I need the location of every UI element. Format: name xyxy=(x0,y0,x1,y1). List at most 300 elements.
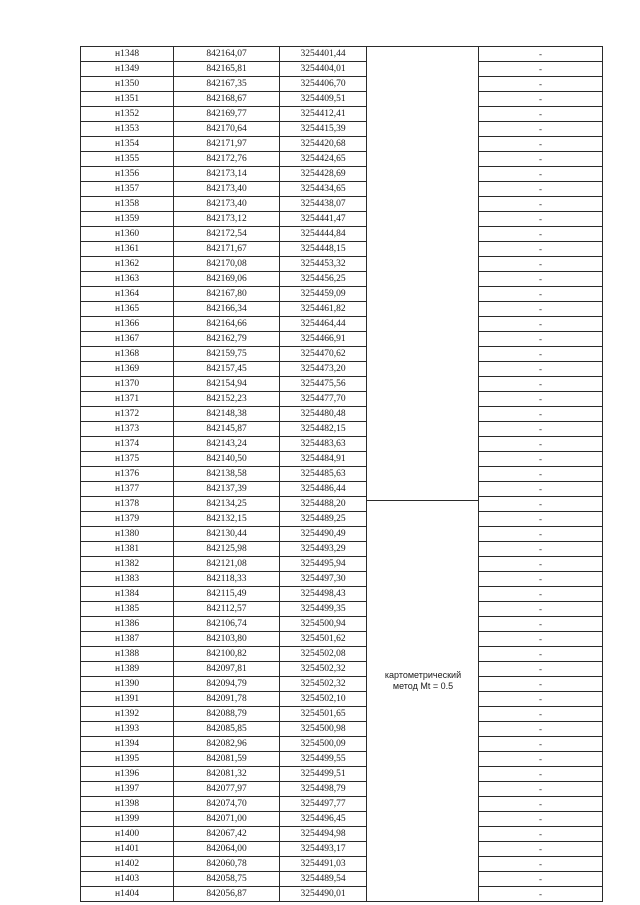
dash-cell: - xyxy=(479,437,603,452)
dash-cell: - xyxy=(479,692,603,707)
point-name-cell: н1355 xyxy=(81,152,174,167)
dash-cell: - xyxy=(479,182,603,197)
method-cell xyxy=(367,887,479,902)
point-name-cell: н1351 xyxy=(81,92,174,107)
x-coordinate-cell: 842169,06 xyxy=(174,272,280,287)
method-cell xyxy=(367,122,479,137)
x-coordinate-cell: 842064,00 xyxy=(174,842,280,857)
method-note xyxy=(367,670,479,692)
y-coordinate-cell: 3254499,55 xyxy=(280,752,367,767)
dash-cell: - xyxy=(479,197,603,212)
x-coordinate-cell: 842167,35 xyxy=(174,77,280,92)
dash-cell: - xyxy=(479,647,603,662)
dash-cell: - xyxy=(479,77,603,92)
point-name-cell: н1380 xyxy=(81,527,174,542)
y-coordinate-cell: 3254500,98 xyxy=(280,722,367,737)
method-cell xyxy=(367,707,479,722)
y-coordinate-cell: 3254491,03 xyxy=(280,857,367,872)
table-row xyxy=(81,422,603,437)
dash-cell: - xyxy=(479,722,603,737)
y-coordinate-cell: 3254480,48 xyxy=(280,407,367,422)
x-coordinate-cell: 842164,66 xyxy=(174,317,280,332)
table-row xyxy=(81,872,603,887)
dash-cell: - xyxy=(479,332,603,347)
x-coordinate-cell: 842166,34 xyxy=(174,302,280,317)
dash-cell: - xyxy=(479,752,603,767)
point-name-cell: н1371 xyxy=(81,392,174,407)
dash-cell: - xyxy=(479,497,603,512)
table-row xyxy=(81,92,603,107)
x-coordinate-cell: 842167,80 xyxy=(174,287,280,302)
table-row xyxy=(81,737,603,752)
dash-cell: - xyxy=(479,737,603,752)
x-coordinate-cell: 842112,57 xyxy=(174,602,280,617)
dash-cell: - xyxy=(479,362,603,377)
point-name-cell: н1402 xyxy=(81,857,174,872)
x-coordinate-cell: 842173,40 xyxy=(174,182,280,197)
dash-cell: - xyxy=(479,782,603,797)
table-row xyxy=(81,692,603,707)
method-cell xyxy=(367,737,479,752)
dash-cell: - xyxy=(479,557,603,572)
x-coordinate-cell: 842091,78 xyxy=(174,692,280,707)
dash-cell: - xyxy=(479,227,603,242)
y-coordinate-cell: 3254496,45 xyxy=(280,812,367,827)
y-coordinate-cell: 3254502,32 xyxy=(280,677,367,692)
method-cell xyxy=(367,692,479,707)
dash-cell: - xyxy=(479,527,603,542)
x-coordinate-cell: 842071,00 xyxy=(174,812,280,827)
y-coordinate-cell: 3254412,41 xyxy=(280,107,367,122)
y-coordinate-cell: 3254495,94 xyxy=(280,557,367,572)
y-coordinate-cell: 3254444,84 xyxy=(280,227,367,242)
table-row xyxy=(81,887,603,902)
table-row xyxy=(81,332,603,347)
table-row xyxy=(81,452,603,467)
x-coordinate-cell: 842154,94 xyxy=(174,377,280,392)
method-cell xyxy=(367,752,479,767)
point-name-cell: н1399 xyxy=(81,812,174,827)
y-coordinate-cell: 3254441,47 xyxy=(280,212,367,227)
dash-cell: - xyxy=(479,827,603,842)
method-cell xyxy=(367,572,479,587)
y-coordinate-cell: 3254500,09 xyxy=(280,737,367,752)
y-coordinate-cell: 3254497,30 xyxy=(280,572,367,587)
point-name-cell: н1356 xyxy=(81,167,174,182)
x-coordinate-cell: 842060,78 xyxy=(174,857,280,872)
method-cell xyxy=(367,857,479,872)
point-name-cell: н1397 xyxy=(81,782,174,797)
x-coordinate-cell: 842115,49 xyxy=(174,587,280,602)
dash-cell: - xyxy=(479,452,603,467)
y-coordinate-cell: 3254461,82 xyxy=(280,302,367,317)
dash-cell: - xyxy=(479,107,603,122)
x-coordinate-cell: 842056,87 xyxy=(174,887,280,902)
method-cell xyxy=(367,482,479,497)
method-cell xyxy=(367,212,479,227)
table-row xyxy=(81,362,603,377)
table-row xyxy=(81,437,603,452)
table-row xyxy=(81,782,603,797)
table-row xyxy=(81,587,603,602)
table-row xyxy=(81,302,603,317)
x-coordinate-cell: 842085,85 xyxy=(174,722,280,737)
point-name-cell: н1349 xyxy=(81,62,174,77)
table-row xyxy=(81,47,603,62)
point-name-cell: н1385 xyxy=(81,602,174,617)
x-coordinate-cell: 842165,81 xyxy=(174,62,280,77)
dash-cell: - xyxy=(479,62,603,77)
dash-cell: - xyxy=(479,47,603,62)
method-cell xyxy=(367,107,479,122)
x-coordinate-cell: 842097,81 xyxy=(174,662,280,677)
point-name-cell: н1367 xyxy=(81,332,174,347)
method-cell xyxy=(367,872,479,887)
y-coordinate-cell: 3254404,01 xyxy=(280,62,367,77)
x-coordinate-cell: 842168,67 xyxy=(174,92,280,107)
y-coordinate-cell: 3254486,44 xyxy=(280,482,367,497)
table-row xyxy=(81,752,603,767)
y-coordinate-cell: 3254466,91 xyxy=(280,332,367,347)
y-coordinate-cell: 3254477,70 xyxy=(280,392,367,407)
y-coordinate-cell: 3254424,65 xyxy=(280,152,367,167)
x-coordinate-cell: 842125,98 xyxy=(174,542,280,557)
dash-cell: - xyxy=(479,377,603,392)
y-coordinate-cell: 3254497,77 xyxy=(280,797,367,812)
method-cell xyxy=(367,182,479,197)
table-row xyxy=(81,62,603,77)
point-name-cell: н1404 xyxy=(81,887,174,902)
method-cell xyxy=(367,437,479,452)
point-name-cell: н1354 xyxy=(81,137,174,152)
method-cell xyxy=(367,287,479,302)
method-cell xyxy=(367,407,479,422)
table-row xyxy=(81,287,603,302)
table-row xyxy=(81,842,603,857)
table-row xyxy=(81,812,603,827)
table-row xyxy=(81,647,603,662)
point-name-cell: н1370 xyxy=(81,377,174,392)
coordinate-sheet xyxy=(80,46,602,899)
y-coordinate-cell: 3254482,15 xyxy=(280,422,367,437)
table-row xyxy=(81,197,603,212)
y-coordinate-cell: 3254490,49 xyxy=(280,527,367,542)
point-name-cell: н1364 xyxy=(81,287,174,302)
y-coordinate-cell: 3254420,68 xyxy=(280,137,367,152)
table-row xyxy=(81,137,603,152)
point-name-cell: н1366 xyxy=(81,317,174,332)
x-coordinate-cell: 842118,33 xyxy=(174,572,280,587)
x-coordinate-cell: 842173,14 xyxy=(174,167,280,182)
dash-cell: - xyxy=(479,392,603,407)
table-row xyxy=(81,557,603,572)
table-row xyxy=(81,392,603,407)
point-name-cell: н1376 xyxy=(81,467,174,482)
x-coordinate-cell: 842159,75 xyxy=(174,347,280,362)
y-coordinate-cell: 3254499,35 xyxy=(280,602,367,617)
table-row xyxy=(81,662,603,677)
y-coordinate-cell: 3254499,51 xyxy=(280,767,367,782)
point-name-cell: н1368 xyxy=(81,347,174,362)
point-name-cell: н1391 xyxy=(81,692,174,707)
x-coordinate-cell: 842081,59 xyxy=(174,752,280,767)
point-name-cell: н1395 xyxy=(81,752,174,767)
method-cell xyxy=(367,542,479,557)
y-coordinate-cell: 3254464,44 xyxy=(280,317,367,332)
point-name-cell: н1392 xyxy=(81,707,174,722)
point-name-cell: н1362 xyxy=(81,257,174,272)
point-name-cell: н1381 xyxy=(81,542,174,557)
method-cell xyxy=(367,197,479,212)
table-row xyxy=(81,542,603,557)
dash-cell: - xyxy=(479,617,603,632)
method-cell xyxy=(367,302,479,317)
table-row xyxy=(81,827,603,842)
dash-cell: - xyxy=(479,677,603,692)
table-row xyxy=(81,797,603,812)
dash-cell: - xyxy=(479,92,603,107)
dash-cell: - xyxy=(479,167,603,182)
table-row xyxy=(81,182,603,197)
point-name-cell: н1388 xyxy=(81,647,174,662)
point-name-cell: н1378 xyxy=(81,497,174,512)
table-row xyxy=(81,317,603,332)
dash-cell: - xyxy=(479,587,603,602)
dash-cell: - xyxy=(479,212,603,227)
table-row xyxy=(81,482,603,497)
y-coordinate-cell: 3254475,56 xyxy=(280,377,367,392)
x-coordinate-cell: 842172,76 xyxy=(174,152,280,167)
table-row xyxy=(81,767,603,782)
y-coordinate-cell: 3254493,29 xyxy=(280,542,367,557)
dash-cell: - xyxy=(479,347,603,362)
method-cell xyxy=(367,587,479,602)
y-coordinate-cell: 3254473,20 xyxy=(280,362,367,377)
x-coordinate-cell: 842152,23 xyxy=(174,392,280,407)
method-cell xyxy=(367,842,479,857)
point-name-cell: н1389 xyxy=(81,662,174,677)
x-coordinate-cell: 842067,42 xyxy=(174,827,280,842)
table-row xyxy=(81,602,603,617)
point-name-cell: н1398 xyxy=(81,797,174,812)
table-row xyxy=(81,122,603,137)
method-cell xyxy=(367,557,479,572)
point-name-cell: н1377 xyxy=(81,482,174,497)
y-coordinate-cell: 3254490,01 xyxy=(280,887,367,902)
x-coordinate-cell: 842121,08 xyxy=(174,557,280,572)
method-cell xyxy=(367,347,479,362)
table-row xyxy=(81,77,603,92)
y-coordinate-cell: 3254456,25 xyxy=(280,272,367,287)
point-name-cell: н1374 xyxy=(81,437,174,452)
method-cell xyxy=(367,362,479,377)
point-name-cell: н1375 xyxy=(81,452,174,467)
table-row xyxy=(81,212,603,227)
y-coordinate-cell: 3254483,63 xyxy=(280,437,367,452)
y-coordinate-cell: 3254485,63 xyxy=(280,467,367,482)
dash-cell: - xyxy=(479,242,603,257)
point-name-cell: н1361 xyxy=(81,242,174,257)
method-cell xyxy=(367,77,479,92)
table-row xyxy=(81,347,603,362)
y-coordinate-cell: 3254453,32 xyxy=(280,257,367,272)
x-coordinate-cell: 842171,67 xyxy=(174,242,280,257)
table-row xyxy=(81,527,603,542)
method-cell xyxy=(367,452,479,467)
y-coordinate-cell: 3254415,39 xyxy=(280,122,367,137)
method-cell xyxy=(367,512,479,527)
dash-cell: - xyxy=(479,257,603,272)
dash-cell: - xyxy=(479,887,603,902)
x-coordinate-cell: 842082,96 xyxy=(174,737,280,752)
method-cell xyxy=(367,167,479,182)
y-coordinate-cell: 3254484,91 xyxy=(280,452,367,467)
method-note-line2: метод Mt = 0.5 xyxy=(392,681,454,691)
method-cell xyxy=(367,257,479,272)
method-cell xyxy=(367,497,479,512)
method-cell xyxy=(367,422,479,437)
x-coordinate-cell: 842170,64 xyxy=(174,122,280,137)
dash-cell: - xyxy=(479,422,603,437)
y-coordinate-cell: 3254470,62 xyxy=(280,347,367,362)
table-row xyxy=(81,167,603,182)
point-name-cell: н1401 xyxy=(81,842,174,857)
dash-cell: - xyxy=(479,857,603,872)
method-cell xyxy=(367,602,479,617)
x-coordinate-cell: 842140,50 xyxy=(174,452,280,467)
y-coordinate-cell: 3254494,98 xyxy=(280,827,367,842)
table-row xyxy=(81,257,603,272)
y-coordinate-cell: 3254500,94 xyxy=(280,617,367,632)
x-coordinate-cell: 842100,82 xyxy=(174,647,280,662)
point-name-cell: н1394 xyxy=(81,737,174,752)
point-name-cell: н1386 xyxy=(81,617,174,632)
dash-cell: - xyxy=(479,317,603,332)
dash-cell: - xyxy=(479,632,603,647)
x-coordinate-cell: 842134,25 xyxy=(174,497,280,512)
point-name-cell: н1372 xyxy=(81,407,174,422)
y-coordinate-cell: 3254489,54 xyxy=(280,872,367,887)
table-row xyxy=(81,857,603,872)
point-name-cell: н1353 xyxy=(81,122,174,137)
y-coordinate-cell: 3254438,07 xyxy=(280,197,367,212)
method-cell xyxy=(367,527,479,542)
point-name-cell: н1352 xyxy=(81,107,174,122)
method-cell xyxy=(367,242,479,257)
method-cell xyxy=(367,767,479,782)
method-cell xyxy=(367,272,479,287)
y-coordinate-cell: 3254498,43 xyxy=(280,587,367,602)
table-row xyxy=(81,632,603,647)
x-coordinate-cell: 842137,39 xyxy=(174,482,280,497)
y-coordinate-cell: 3254502,10 xyxy=(280,692,367,707)
x-coordinate-cell: 842074,70 xyxy=(174,797,280,812)
x-coordinate-cell: 842094,79 xyxy=(174,677,280,692)
method-cell xyxy=(367,137,479,152)
dash-cell: - xyxy=(479,797,603,812)
method-cell xyxy=(367,632,479,647)
x-coordinate-cell: 842169,77 xyxy=(174,107,280,122)
method-cell xyxy=(367,152,479,167)
dash-cell: - xyxy=(479,512,603,527)
point-name-cell: н1363 xyxy=(81,272,174,287)
y-coordinate-cell: 3254409,51 xyxy=(280,92,367,107)
x-coordinate-cell: 842103,80 xyxy=(174,632,280,647)
method-cell xyxy=(367,647,479,662)
point-name-cell: н1360 xyxy=(81,227,174,242)
dash-cell: - xyxy=(479,872,603,887)
method-cell xyxy=(367,782,479,797)
y-coordinate-cell: 3254489,25 xyxy=(280,512,367,527)
dash-cell: - xyxy=(479,707,603,722)
point-name-cell: н1348 xyxy=(81,47,174,62)
x-coordinate-cell: 842173,12 xyxy=(174,212,280,227)
point-name-cell: н1358 xyxy=(81,197,174,212)
table-row xyxy=(81,497,603,512)
x-coordinate-cell: 842148,38 xyxy=(174,407,280,422)
method-cell xyxy=(367,92,479,107)
table-row xyxy=(81,152,603,167)
dash-cell: - xyxy=(479,302,603,317)
x-coordinate-cell: 842077,97 xyxy=(174,782,280,797)
y-coordinate-cell: 3254459,09 xyxy=(280,287,367,302)
method-cell xyxy=(367,797,479,812)
dash-cell: - xyxy=(479,287,603,302)
method-cell xyxy=(367,392,479,407)
point-name-cell: н1403 xyxy=(81,872,174,887)
x-coordinate-cell: 842088,79 xyxy=(174,707,280,722)
point-name-cell: н1350 xyxy=(81,77,174,92)
x-coordinate-cell: 842106,74 xyxy=(174,617,280,632)
point-name-cell: н1357 xyxy=(81,182,174,197)
x-coordinate-cell: 842138,58 xyxy=(174,467,280,482)
dash-cell: - xyxy=(479,272,603,287)
table-row xyxy=(81,722,603,737)
table-row xyxy=(81,617,603,632)
table-row xyxy=(81,572,603,587)
point-name-cell: н1369 xyxy=(81,362,174,377)
y-coordinate-cell: 3254448,15 xyxy=(280,242,367,257)
x-coordinate-cell: 842130,44 xyxy=(174,527,280,542)
x-coordinate-cell: 842170,08 xyxy=(174,257,280,272)
x-coordinate-cell: 842164,07 xyxy=(174,47,280,62)
point-name-cell: н1379 xyxy=(81,512,174,527)
dash-cell: - xyxy=(479,572,603,587)
dash-cell: - xyxy=(479,152,603,167)
dash-cell: - xyxy=(479,482,603,497)
table-row xyxy=(81,107,603,122)
table-row xyxy=(81,272,603,287)
dash-cell: - xyxy=(479,467,603,482)
y-coordinate-cell: 3254501,62 xyxy=(280,632,367,647)
table-row xyxy=(81,467,603,482)
dash-cell: - xyxy=(479,842,603,857)
point-name-cell: н1390 xyxy=(81,677,174,692)
method-cell xyxy=(367,827,479,842)
method-cell xyxy=(367,617,479,632)
method-note-line1: картометрический xyxy=(384,670,462,680)
x-coordinate-cell: 842081,32 xyxy=(174,767,280,782)
method-cell xyxy=(367,812,479,827)
point-name-cell: н1396 xyxy=(81,767,174,782)
dash-cell: - xyxy=(479,407,603,422)
x-coordinate-cell: 842172,54 xyxy=(174,227,280,242)
method-cell xyxy=(367,467,479,482)
x-coordinate-cell: 842171,97 xyxy=(174,137,280,152)
method-cell xyxy=(367,317,479,332)
x-coordinate-cell: 842058,75 xyxy=(174,872,280,887)
point-name-cell: н1373 xyxy=(81,422,174,437)
